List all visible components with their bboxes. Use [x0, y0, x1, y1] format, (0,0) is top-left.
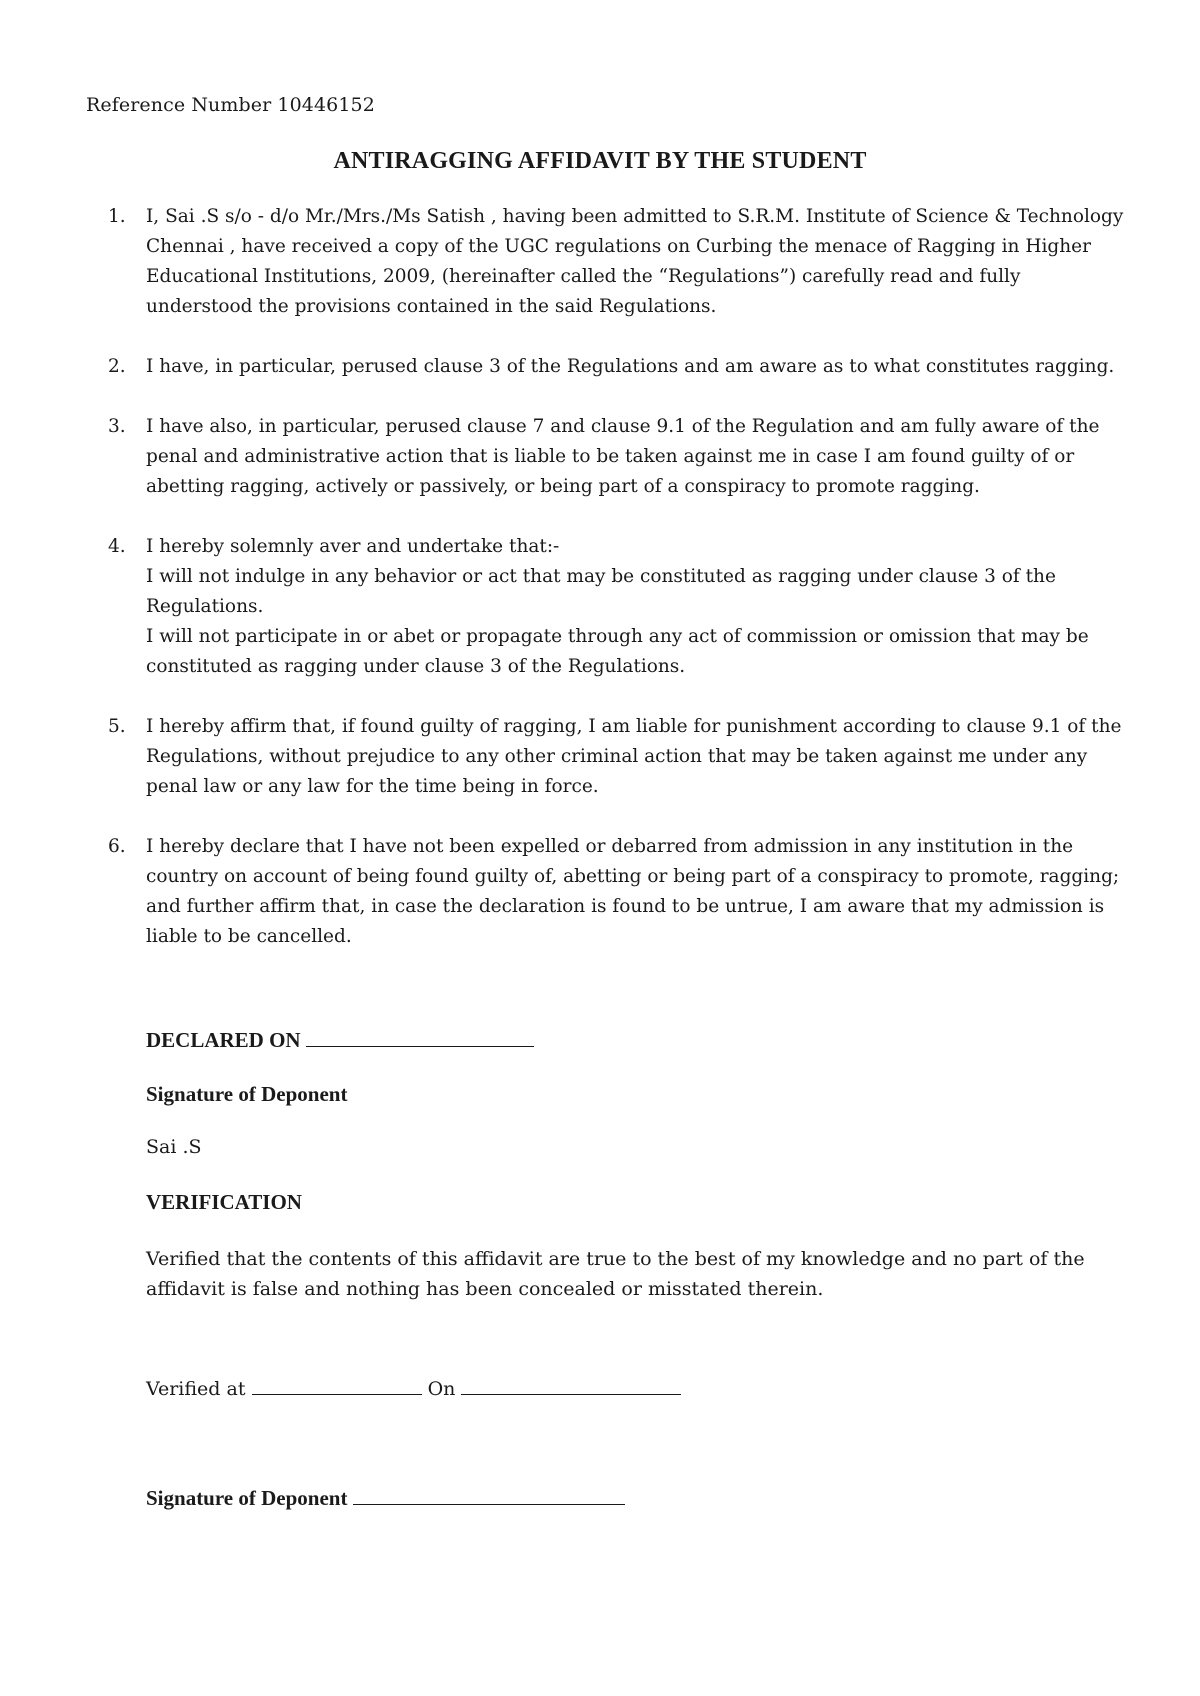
clause-number: 3. — [108, 416, 126, 437]
clause-number: 6. — [108, 836, 126, 857]
clause-item — [108, 202, 1128, 322]
clause-text: I hereby affirm that, if found guilty of ragging, I am liable for punishment according to clause 9.1 of the Regulations, without prejudice to any other criminal action that may be taken against me under any penal law or any law for the time being in force. — [146, 716, 1122, 797]
clause-text: I will not indulge in any behavior or act that may be constituted as ragging under clause 3 of the Regulations. — [146, 566, 1056, 617]
clause-number: 5. — [108, 716, 126, 737]
clause-item — [108, 412, 1128, 502]
clause-text: I have also, in particular, perused clause 7 and clause 9.1 of the Regulation and am fully aware of the penal and administrative action that is liable to be taken against me in case I am found guilty of or abetting ragging, actively or passively, or being part of a conspiracy to promote ragging. — [146, 416, 1100, 497]
reference-number: Reference Number 10446152 — [86, 94, 375, 116]
signature-label-2: Signature of Deponent — [146, 1486, 348, 1510]
clause-text: I have, in particular, perused clause 3 of the Regulations and am aware as to what constitutes ragging. — [146, 356, 1115, 377]
clause-item — [108, 352, 1128, 382]
verified-at-line — [146, 1378, 681, 1400]
signature-label: Signature of Deponent — [146, 1082, 348, 1106]
on-label: On — [427, 1378, 456, 1400]
clause-text: I will not participate in or abet or propagate through any act of commission or omission that may be constituted as ragging under clause 3 of the Regulations. — [146, 626, 1089, 677]
clause-text: I hereby declare that I have not been expelled or debarred from admission in any institution in the country on account of being found guilty of, abetting or being part of a conspiracy to promote, ragging; and further affirm that, in case the declaration is found to be untrue, I am aware that my admission is liable to be cancelled. — [146, 836, 1120, 947]
declared-on-line — [146, 1028, 534, 1053]
deponent-name: Sai .S — [146, 1136, 202, 1158]
clause-item — [108, 532, 1128, 682]
clause-number: 2. — [108, 356, 126, 377]
signature-line — [146, 1486, 625, 1511]
verified-at-label: Verified at — [146, 1378, 246, 1400]
document-title: ANTIRAGGING AFFIDAVIT BY THE STUDENT — [333, 148, 867, 174]
declared-on-label: DECLARED ON — [146, 1028, 301, 1052]
declared-on-blank — [306, 1045, 534, 1047]
verification-heading: VERIFICATION — [146, 1190, 302, 1214]
clause-text: I, Sai .S s/o - d/o Mr./Mrs./Ms Satish , having been admitted to S.R.M. Institute of Science & Technology Chennai , have received a copy of the UGC regulations on Curbing the menace of Ragging in Higher Educational Institutions, 2009, (hereinafter called the “Regulations”) carefully read and fully understood the provisions contained in the said Regulations. — [146, 206, 1124, 317]
verified-at-blank — [252, 1393, 422, 1395]
clause-number: 1. — [108, 206, 126, 227]
on-date-blank — [461, 1393, 681, 1395]
signature-blank — [353, 1503, 625, 1505]
clause-number: 4. — [108, 536, 126, 557]
clause-item — [108, 832, 1128, 952]
affidavit-clauses — [108, 202, 1128, 982]
verification-text: Verified that the contents of this affidavit are true to the best of my knowledge and no part of the affidavit is false and nothing has been concealed or misstated therein. — [146, 1248, 1085, 1300]
clause-text: I hereby solemnly aver and undertake that:- — [146, 536, 560, 557]
clause-item — [108, 712, 1128, 802]
